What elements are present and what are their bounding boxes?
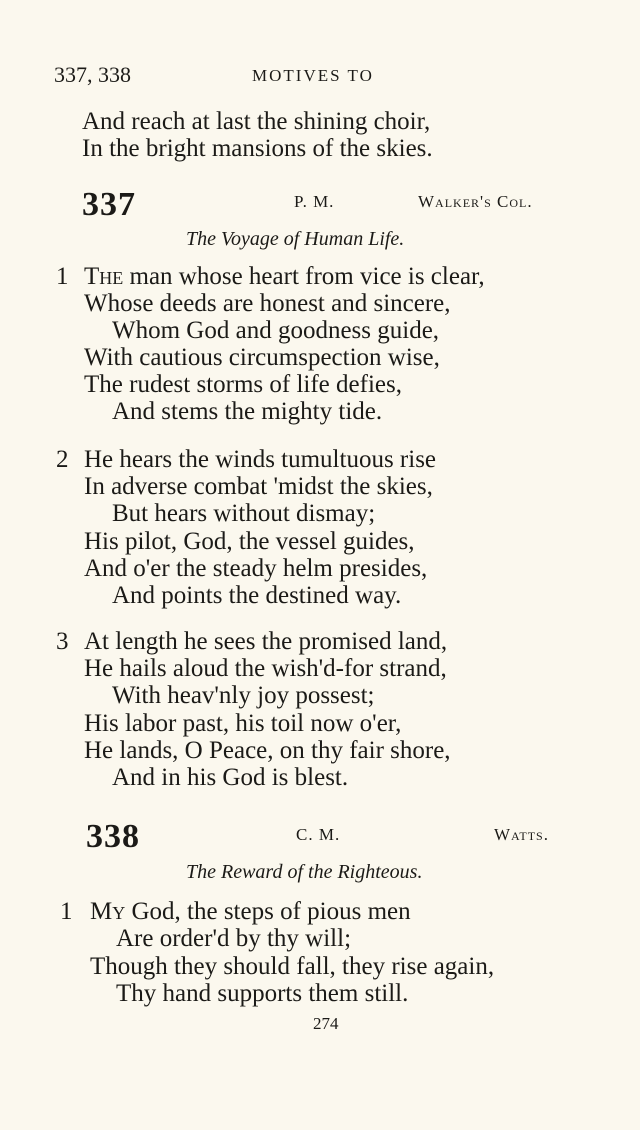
hymn-tune: Watts. — [494, 825, 549, 844]
verse-line: Whose deeds are honest and sincere, — [84, 290, 451, 317]
hymn-number: 338 — [86, 818, 140, 855]
verse-initial-word: The — [84, 263, 124, 290]
verse-number: 1 — [56, 263, 69, 290]
verse-line: With heav'nly joy possest; — [112, 682, 375, 709]
verse-line: He lands, O Peace, on thy fair shore, — [84, 737, 451, 764]
verse-number: 1 — [60, 898, 73, 925]
verse-line — [84, 263, 485, 290]
verse-line: But hears without dismay; — [112, 500, 376, 527]
hymn-meter: C. M. — [296, 825, 341, 844]
verse-line: Whom God and goodness guide, — [112, 317, 440, 344]
hymn-subtitle: The Reward of the Righteous. — [186, 861, 423, 883]
verse-line: He hears the winds tumultuous rise — [84, 446, 437, 473]
verse-line: In adverse combat 'midst the skies, — [84, 473, 433, 500]
verse-line-rest: man whose heart from vice is clear, — [123, 263, 485, 290]
verse-line: And in his God is blest. — [112, 764, 349, 791]
verse-line: And points the destined way. — [112, 582, 402, 609]
verse-line: And o'er the steady helm presides, — [84, 555, 428, 582]
verse-line: Though they should fall, they rise again, — [90, 953, 495, 980]
verse-line: His pilot, God, the vessel guides, — [84, 528, 415, 555]
carryover-line: And reach at last the shining choir, — [82, 108, 431, 135]
running-head-hymn-numbers: 337, 338 — [54, 62, 131, 87]
verse-initial-word: My — [90, 898, 126, 925]
page-number: 274 — [313, 1014, 339, 1033]
verse-line: And stems the mighty tide. — [112, 398, 383, 425]
verse-line — [90, 898, 411, 925]
carryover-line: In the bright mansions of the skies. — [82, 135, 433, 162]
hymn-number: 337 — [82, 186, 136, 223]
verse-number: 2 — [56, 446, 69, 473]
verse-number: 3 — [56, 628, 69, 655]
verse-line: The rudest storms of life defies, — [84, 371, 402, 398]
verse-line: With cautious circumspection wise, — [84, 344, 440, 371]
verse-line-rest: God, the steps of pious men — [125, 898, 411, 925]
verse-line: He hails aloud the wish'd-for strand, — [84, 655, 447, 682]
verse-line: Are order'd by thy will; — [116, 925, 352, 952]
verse-line: At length he sees the promised land, — [84, 628, 448, 655]
hymn-meter: P. M. — [294, 192, 335, 211]
verse-line: His labor past, his toil now o'er, — [84, 710, 402, 737]
hymn-subtitle: The Voyage of Human Life. — [186, 228, 405, 250]
running-head-title: MOTIVES TO — [252, 66, 374, 85]
verse-line: Thy hand supports them still. — [116, 980, 409, 1007]
hymn-tune: Walker's Col. — [418, 192, 533, 211]
